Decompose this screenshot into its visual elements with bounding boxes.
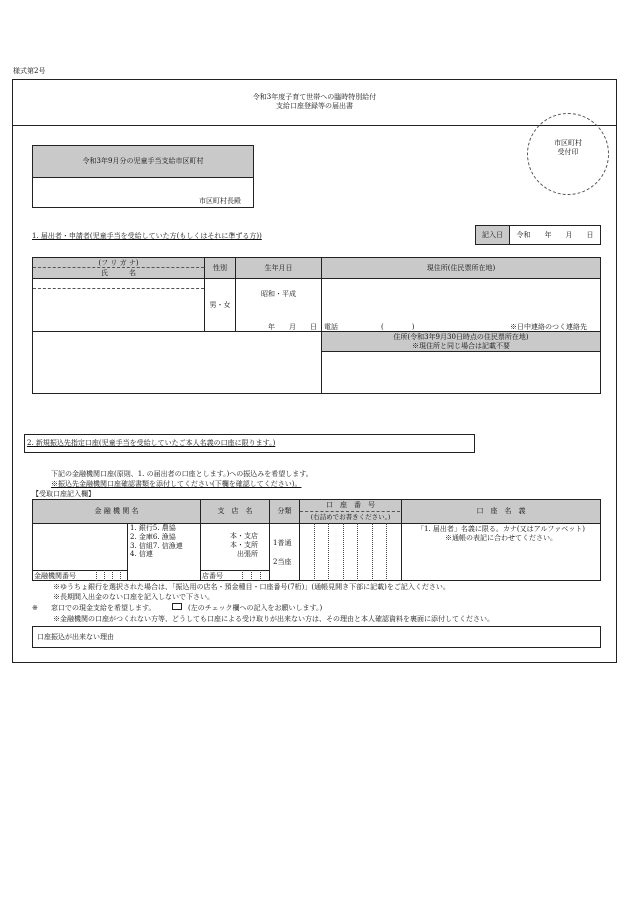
addressee-suffix: 市区町村長殿 [199, 197, 241, 205]
phone-note: ※日中連絡のつく連絡先 [510, 323, 587, 331]
cash-checkbox[interactable] [172, 603, 182, 610]
section2-desc2: ※振込先金融機関口座確認書類を添付してください(下欄を確認してください)。 [51, 480, 302, 488]
branch-code-label: 店番号 [202, 572, 223, 580]
section1-title: 1. 届出者・申請者(児童手当を受給していた方(もしくはそれに準ずる方)) [32, 232, 262, 240]
section2-title: 2. 新規振込先指定口座(児童手当を受給していたご本人名義の口座に限ります。) [27, 439, 276, 447]
bank-type-1[interactable]: 1. 銀行 [130, 524, 153, 532]
address2-header [322, 332, 600, 351]
furigana-field[interactable] [34, 279, 203, 288]
receipt-stamp-circle [527, 113, 609, 195]
address-header: 現住所(住民票所在地) [426, 263, 496, 272]
gender-header: 性別 [213, 263, 227, 272]
stamp-line2: 受付印 [557, 148, 579, 156]
bank-type-7[interactable]: 7. 信漁連 [152, 541, 183, 550]
addressee-header: 令和3年9月分の児童手当支給市区町村 [33, 146, 253, 177]
account-holder-field[interactable] [402, 544, 600, 581]
address2-field[interactable] [322, 352, 600, 393]
branch-type-main[interactable]: 本・支店 [230, 532, 258, 540]
branch-type-list[interactable] [230, 532, 258, 558]
branch-type-sub[interactable]: 本・支所 [230, 540, 258, 549]
account-number-header: 口 座 番 号 [326, 501, 375, 510]
stamp-line1: 市区町村 [554, 139, 582, 148]
note-cash-mark: ※ [32, 604, 38, 612]
account-holder-header: 口 座 名 義 [476, 507, 526, 516]
gender-field[interactable]: 男・女 [209, 300, 231, 309]
address2-line2: ※現住所と同じ場合は記載不要 [412, 341, 510, 350]
account-type-header: 分類 [277, 507, 292, 516]
reason-label: 口座振込が出来ない理由 [37, 633, 114, 641]
phone-label: 電話 [324, 323, 338, 331]
note-yucho: ※ゆうちょ銀行を選択された場合は、「振込用の店名・預金種目・口座番号(7桁)」(通帳見開き下部に記載)をご記入ください。 [53, 583, 450, 591]
account-number-subheader: (右詰めでお書きください。) [310, 513, 391, 522]
address2-line1: 住所(令和3年9月30日時点の住民票所在地) [393, 332, 529, 341]
bank-type-2[interactable]: 2. 金庫 [130, 532, 153, 541]
bank-type-6[interactable]: 6. 漁協 [152, 532, 176, 541]
birth-era[interactable]: 昭和・平成 [261, 289, 296, 298]
birthdate-header: 生年月日 [264, 263, 293, 272]
bank-type-3[interactable]: 3. 信組 [130, 541, 153, 550]
account-type-current[interactable]: 2当座 [273, 558, 292, 566]
title-line2: 支給口座登録等の届出書 [276, 101, 353, 110]
birth-ymd[interactable]: 年 月 日 [268, 323, 317, 331]
title-line1: 令和3年度子育て世帯への臨時特別給付 [252, 93, 377, 101]
entry-date-label: 記入日 [476, 226, 509, 244]
form-number: 様式第2号 [13, 67, 46, 75]
holder-note1: 「1. 届出者」名義に限る。カナ(又はアルファベット) [417, 524, 585, 533]
bank-code-label: 金融機関番号 [34, 572, 76, 580]
branch-type-office[interactable]: 出張所 [237, 549, 258, 558]
bank-type-4[interactable]: 4. 信連 [130, 550, 153, 559]
note-cash-instruction: (左のチェック欄への記入をお願いします。) [188, 604, 323, 612]
reason-box[interactable] [32, 626, 601, 648]
furigana-header: (フ リ ガ ナ) [98, 258, 139, 267]
form-title [12, 93, 617, 111]
branch-name-header: 支 店 名 [217, 507, 253, 516]
name-field[interactable] [34, 289, 203, 330]
bank-name-field[interactable] [33, 524, 127, 570]
address-field[interactable] [322, 279, 600, 321]
holder-note2: ※通帳の表記に合わせてください。 [445, 533, 557, 542]
note-inactive-account: ※長期間入出金のない口座を記入しないで下さい。 [53, 593, 214, 601]
account-number-field[interactable] [300, 524, 400, 581]
phone-field[interactable]: ( ) [381, 323, 415, 331]
account-table-title: 【受取口座記入欄】 [32, 490, 95, 498]
name-header: 氏 名 [101, 268, 136, 277]
bank-type-5[interactable]: 5. 農協 [152, 524, 176, 532]
bank-name-header: 金 融 機 関 名 [94, 507, 139, 516]
note-cash-request: 窓口での現金支給を希望します。 [51, 604, 156, 612]
entry-date-value: 令和 年 月 日 [516, 230, 594, 239]
account-type-ordinary[interactable]: 1普通 [273, 539, 292, 547]
note-no-account: ※金融機関の口座がつくれない方等、どうしても口座による受け取りが出来ない方は、その理由と本人確認資料を裏面に添付してください。 [53, 615, 494, 623]
section2-desc1: 下記の金融機関口座(原則、1. の届出者の口座とします。)への振込みを希望します。 [51, 470, 313, 478]
title-divider [12, 125, 617, 126]
bank-type-list[interactable] [130, 524, 183, 559]
